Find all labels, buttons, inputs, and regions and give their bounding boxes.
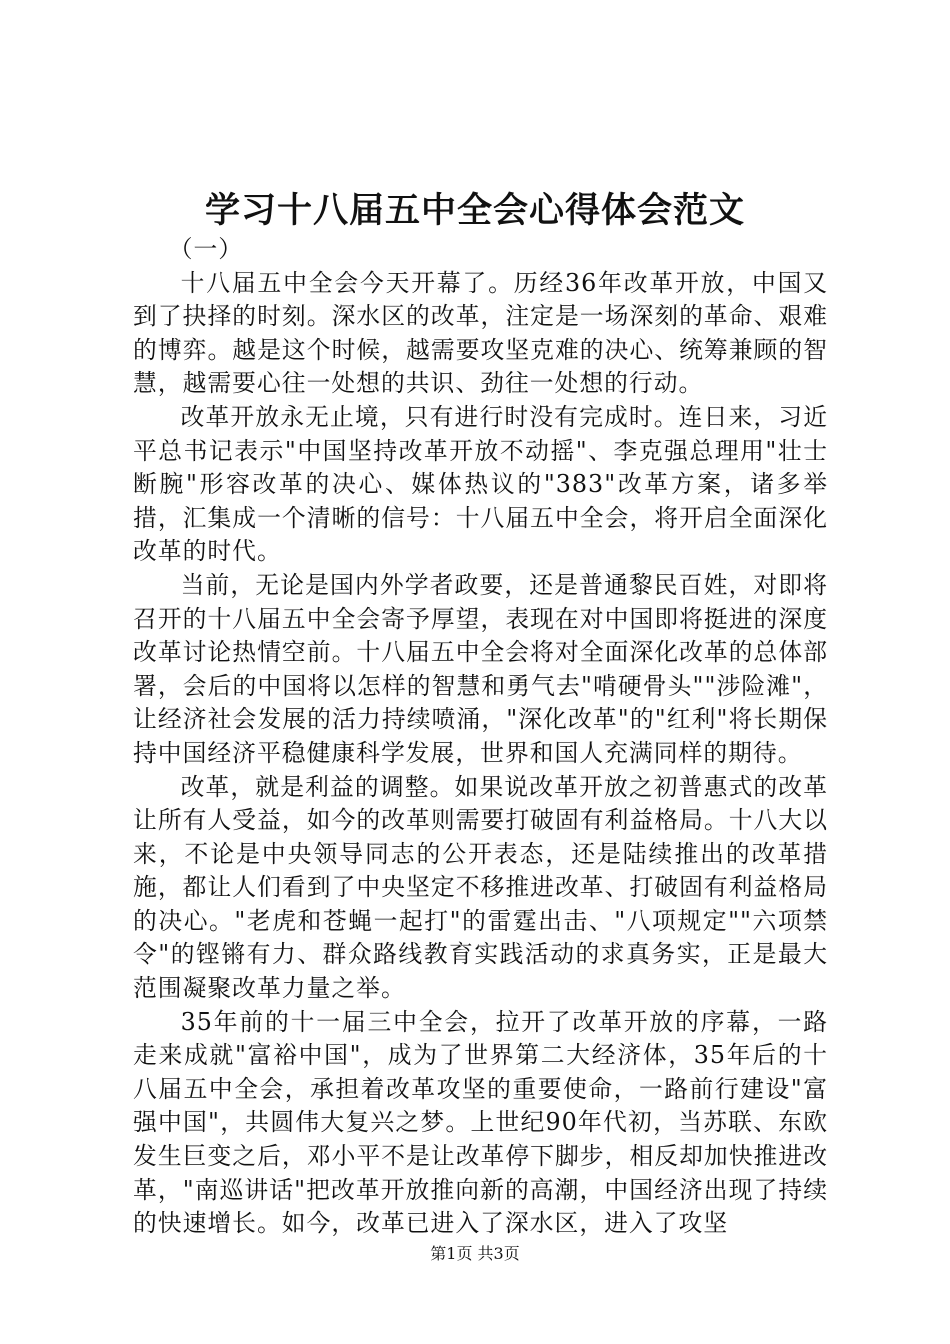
paragraph-1: 十八届五中全会今天开幕了。历经36年改革开放，中国又到了抉择的时刻。深水区的改革，注定是一场深刻的革命、艰难的博弈。越是这个时候，越需要攻坚克难的决心、统筹兼顾的智慧，越需要心往一处想的共识、劲往一处想的行动。 bbox=[133, 268, 828, 398]
page-title: 学习十八届五中全会心得体会范文 bbox=[204, 190, 745, 231]
paragraph-3: 当前，无论是国内外学者政要，还是普通黎民百姓，对即将召开的十八届五中全会寄予厚望，表现在对中国即将挺进的深度改革讨论热情空前。十八届五中全会将对全面深化改革的总体部署，会后的中国将以怎样的智慧和勇气去"啃硬骨头""涉险滩"，让经济社会发展的活力持续喷涌，"深化改革"的"红利"将长期保持中国经济平稳健康科学发展，世界和国人充满同样的期待。 bbox=[133, 570, 828, 767]
paragraph-5: 35年前的十一届三中全会，拉开了改革开放的序幕，一路走来成就"富裕中国"，成为了世界第二大经济体，35年后的十八届五中全会，承担着改革攻坚的重要使命，一路前行建设"富强中国"，共圆伟大复兴之梦。上世纪90年代初，当苏联、东欧发生巨变之后，邓小平不是让改革停下脚步，相反却加快推进改革，"南巡讲话"把改革开放推向新的高潮，中国经济出现了持续的快速增长。如今，改革已进入了深水区，进入了攻坚 bbox=[133, 1007, 828, 1238]
page-footer: 第1页 共3页 bbox=[430, 1244, 520, 1263]
document-body bbox=[133, 233, 828, 1241]
section-label: （一） bbox=[168, 235, 244, 263]
paragraph-2: 改革开放永无止境，只有进行时没有完成时。连日来，习近平总书记表示"中国坚持改革开放不动摇"、李克强总理用"壮士断腕"形容改革的决心、媒体热议的"383"改革方案，诸多举措，汇集成一个清晰的信号：十八届五中全会，将开启全面深化改革的时代。 bbox=[133, 402, 828, 566]
paragraph-4: 改革，就是利益的调整。如果说改革开放之初普惠式的改革让所有人受益，如今的改革则需要打破固有利益格局。十八大以来，不论是中央领导同志的公开表态，还是陆续推出的改革措施，都让人们看到了中央坚定不移推进改革、打破固有利益格局的决心。"老虎和苍蝇一起打"的雷霆出击、"八项规定""六项禁令"的铿锵有力、群众路线教育实践活动的求真务实，正是最大范围凝聚改革力量之举。 bbox=[133, 772, 828, 1003]
